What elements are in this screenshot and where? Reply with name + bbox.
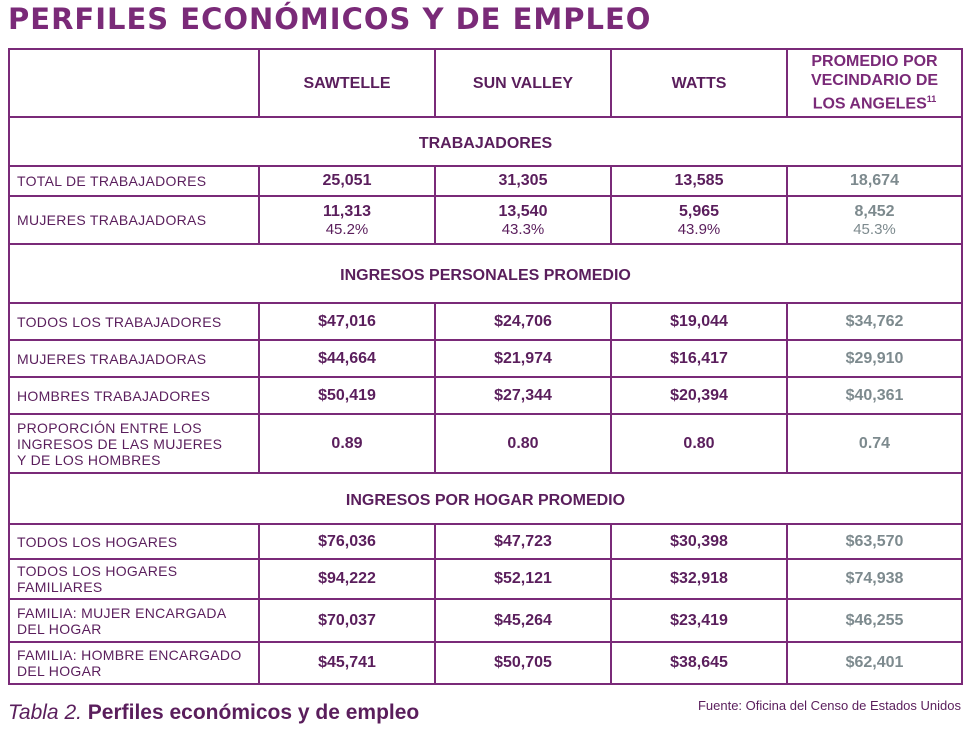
section-heading-workers: TRABAJADORES [9,117,962,166]
cell-la-average: $34,762 [787,303,962,340]
cell-percent: 43.3% [501,220,545,238]
cell-watts: $19,044 [611,303,787,340]
table-row [9,377,962,414]
cell-la-average [787,196,962,244]
cell-sawtelle: $70,037 [259,599,435,642]
cell-sawtelle: $44,664 [259,340,435,377]
cell-watts: 13,585 [611,166,787,196]
cell-sun-valley [435,196,611,244]
cell-sun-valley: $27,344 [435,377,611,414]
column-header-watts: WATTS [611,49,787,117]
cell-sawtelle: $50,419 [259,377,435,414]
section-row [9,117,962,166]
column-header-la-average-line2: VECINDARIO DE [810,72,939,90]
source-note: Fuente: Oficina del Censo de Estados Unidos [697,698,961,713]
cell-sawtelle: $76,036 [259,524,435,559]
footnote-marker: 11 [926,94,937,105]
section-row [9,473,962,524]
cell-sawtelle: $47,016 [259,303,435,340]
cell-sawtelle: $45,741 [259,642,435,684]
table-caption [8,701,419,725]
row-label: TODOS LOS HOGARES [9,524,259,559]
cell-la-average: 18,674 [787,166,962,196]
cell-sun-valley: $52,121 [435,559,611,599]
row-label: MUJERES TRABAJADORAS [9,340,259,377]
cell-watts: $38,645 [611,642,787,684]
row-label-line1: PROPORCIÓN ENTRE LOS [17,419,202,436]
cell-sawtelle: $94,222 [259,559,435,599]
cell-sun-valley: 31,305 [435,166,611,196]
section-heading-household-income: INGRESOS POR HOGAR PROMEDIO [9,473,962,524]
row-label-line2: DEL HOGAR [17,663,102,679]
cell-sun-valley: $24,706 [435,303,611,340]
table-row [9,303,962,340]
table-row [9,340,962,377]
cell-sawtelle: 0.89 [259,414,435,473]
section-heading-personal-income: INGRESOS PERSONALES PROMEDIO [9,244,962,303]
row-label [9,642,259,684]
cell-la-average: $62,401 [787,642,962,684]
row-label-line2: DEL HOGAR [17,620,102,637]
row-label: TOTAL DE TRABAJADORES [9,166,259,196]
cell-watts: $32,918 [611,559,787,599]
cell-watts: 0.80 [611,414,787,473]
table-row [9,524,962,559]
row-label [9,559,259,599]
cell-sun-valley: $45,264 [435,599,611,642]
column-header-sun-valley: SUN VALLEY [435,49,611,117]
row-label-line1: TODOS LOS HOGARES [17,563,178,579]
row-label-line3: Y DE LOS HOMBRES [17,451,161,468]
cell-la-average: $46,255 [787,599,962,642]
row-label-line1: FAMILIA: MUJER ENCARGADA [17,604,227,621]
cell-sawtelle: 25,051 [259,166,435,196]
table-row [9,642,962,684]
table-row [9,166,962,196]
cell-value: 8,452 [854,202,895,220]
cell-sun-valley: $21,974 [435,340,611,377]
cell-watts: $20,394 [611,377,787,414]
cell-watts: $16,417 [611,340,787,377]
row-label [9,599,259,642]
row-label [9,414,259,473]
cell-watts: $30,398 [611,524,787,559]
table-row [9,414,962,473]
cell-value: 5,965 [678,202,720,220]
row-label: TODOS LOS TRABAJADORES [9,303,259,340]
table-row [9,599,962,642]
cell-percent: 45.2% [325,220,369,238]
cell-sun-valley: 0.80 [435,414,611,473]
caption-text: Perfiles económicos y de empleo [81,701,420,724]
table-row [9,559,962,599]
header-empty-cell [9,49,259,117]
cell-sawtelle [259,196,435,244]
cell-la-average: $74,938 [787,559,962,599]
page-title: PERFILES ECONÓMICOS Y DE EMPLEO [8,2,652,36]
column-header-sawtelle: SAWTELLE [259,49,435,117]
section-row [9,244,962,303]
cell-la-average: $40,361 [787,377,962,414]
row-label-line2: INGRESOS DE LAS MUJERES [17,435,223,452]
column-header-la-average [787,49,962,117]
table-row [9,196,962,244]
cell-watts: $23,419 [611,599,787,642]
cell-percent: 43.9% [677,220,721,238]
cell-value: 13,540 [498,202,548,220]
cell-sun-valley: $47,723 [435,524,611,559]
column-header-la-average-line1: PROMEDIO POR [811,53,938,71]
cell-la-average: $63,570 [787,524,962,559]
cell-value: 11,313 [322,202,372,220]
cell-sun-valley: $50,705 [435,642,611,684]
cell-la-average: $29,910 [787,340,962,377]
cell-percent: 45.3% [853,220,896,238]
column-header-la-average-line3: LOS ANGELES [812,95,927,113]
cell-watts [611,196,787,244]
caption-prefix: Tabla 2. [8,701,82,724]
cell-la-average: 0.74 [787,414,962,473]
row-label-line2: FAMILIARES [17,579,103,595]
economic-profile-table [8,48,963,685]
row-label: MUJERES TRABAJADORAS [9,196,259,244]
row-label: HOMBRES TRABAJADORES [9,377,259,414]
header-row [9,49,962,117]
row-label-line1: FAMILIA: HOMBRE ENCARGADO [17,647,242,663]
